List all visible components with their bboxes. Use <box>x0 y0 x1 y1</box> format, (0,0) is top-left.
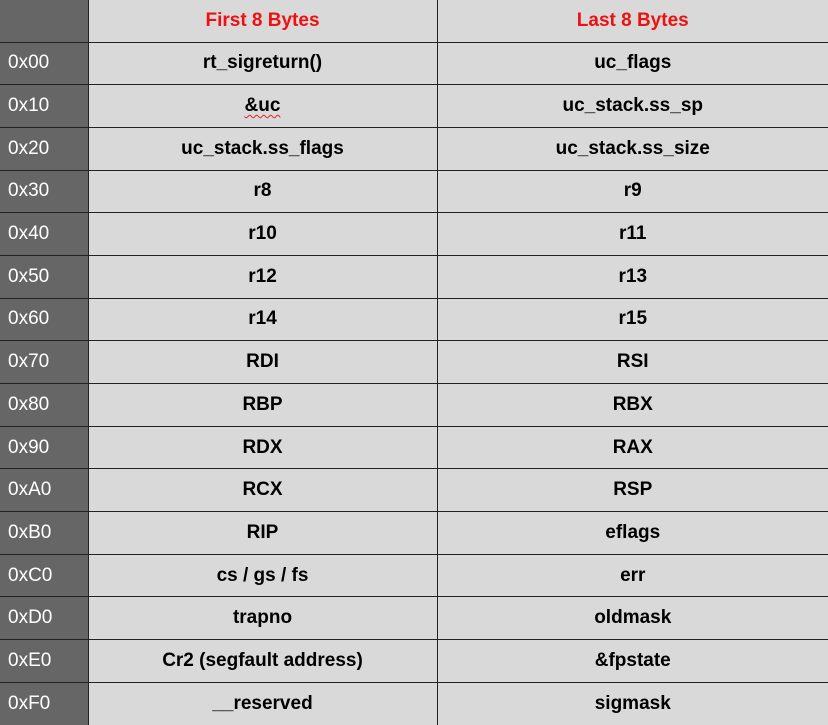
first-8-bytes-value: RIP <box>246 521 279 543</box>
last-8-bytes-cell <box>437 426 828 469</box>
table-row <box>0 597 828 640</box>
first-8-bytes-cell <box>88 597 437 640</box>
offset-cell: 0x60 <box>0 298 88 341</box>
first-8-bytes-cell <box>88 213 437 256</box>
first-8-bytes-cell <box>88 127 437 170</box>
first-8-bytes-value: RBP <box>242 393 283 415</box>
last-8-bytes-cell <box>437 341 828 384</box>
last-8-bytes-cell <box>437 640 828 683</box>
last-8-bytes-cell <box>437 85 828 128</box>
offset-cell: 0x40 <box>0 213 88 256</box>
last-8-bytes-value: uc_stack.ss_sp <box>562 95 703 117</box>
header-row <box>0 0 828 42</box>
last-8-bytes-cell <box>437 213 828 256</box>
first-8-bytes-value: Cr2 (segfault address) <box>162 649 363 671</box>
last-8-bytes-value: r13 <box>618 265 648 287</box>
first-8-bytes-value: RDX <box>242 436 283 458</box>
offset-cell: 0x50 <box>0 255 88 298</box>
first-8-bytes-cell <box>88 469 437 512</box>
offset-cell: 0xD0 <box>0 597 88 640</box>
last-8-bytes-cell <box>437 682 828 725</box>
last-8-bytes-cell <box>437 512 828 555</box>
offset-cell: 0x00 <box>0 42 88 85</box>
first-8-bytes-value: &uc <box>244 95 281 117</box>
last-8-bytes-cell <box>437 170 828 213</box>
offset-cell: 0xE0 <box>0 640 88 683</box>
first-8-bytes-value: RDI <box>246 351 279 373</box>
first-8-bytes-cell <box>88 512 437 555</box>
last-8-bytes-cell <box>437 42 828 85</box>
last-8-bytes-value: RBX <box>612 393 653 415</box>
offset-cell: 0x20 <box>0 127 88 170</box>
first-8-bytes-value: uc_stack.ss_flags <box>181 137 344 159</box>
last-8-bytes-value: sigmask <box>594 692 671 714</box>
last-8-bytes-value: oldmask <box>594 607 672 629</box>
first-8-bytes-cell <box>88 85 437 128</box>
table-row <box>0 298 828 341</box>
offset-cell: 0x70 <box>0 341 88 384</box>
table-row <box>0 554 828 597</box>
table-row <box>0 512 828 555</box>
table-row <box>0 384 828 427</box>
first-8-bytes-cell <box>88 42 437 85</box>
table-row <box>0 255 828 298</box>
offset-cell: 0x10 <box>0 85 88 128</box>
first-8-bytes-value: trapno <box>232 607 293 629</box>
first-8-bytes-cell <box>88 298 437 341</box>
table-row <box>0 640 828 683</box>
last-8-bytes-cell <box>437 298 828 341</box>
offset-cell: 0xB0 <box>0 512 88 555</box>
last-8-bytes-header: Last 8 Bytes <box>437 0 828 42</box>
last-8-bytes-value: uc_flags <box>594 52 672 74</box>
first-8-bytes-cell <box>88 426 437 469</box>
first-8-bytes-value: r8 <box>253 180 272 202</box>
last-8-bytes-value: r11 <box>619 223 647 245</box>
first-8-bytes-cell <box>88 341 437 384</box>
first-8-bytes-value: RCX <box>242 479 283 501</box>
last-8-bytes-value: r9 <box>623 180 642 202</box>
table-row <box>0 682 828 725</box>
first-8-bytes-cell <box>88 640 437 683</box>
last-8-bytes-value: uc_stack.ss_size <box>555 137 710 159</box>
last-8-bytes-cell <box>437 597 828 640</box>
offset-cell: 0xF0 <box>0 682 88 725</box>
first-8-bytes-value: __reserved <box>212 692 313 714</box>
first-8-bytes-value: rt_sigreturn() <box>202 52 323 74</box>
offset-cell: 0xA0 <box>0 469 88 512</box>
last-8-bytes-value: RSI <box>616 351 649 373</box>
offset-cell: 0xC0 <box>0 554 88 597</box>
first-8-bytes-cell <box>88 170 437 213</box>
table-body <box>0 42 828 725</box>
first-8-bytes-header: First 8 Bytes <box>88 0 437 42</box>
last-8-bytes-value: RSP <box>613 479 653 501</box>
last-8-bytes-cell <box>437 127 828 170</box>
table-row <box>0 85 828 128</box>
first-8-bytes-value: r10 <box>248 223 277 245</box>
last-8-bytes-cell <box>437 469 828 512</box>
first-8-bytes-cell <box>88 554 437 597</box>
last-8-bytes-cell <box>437 384 828 427</box>
table-row <box>0 426 828 469</box>
last-8-bytes-value: RAX <box>612 436 653 458</box>
table-row <box>0 170 828 213</box>
first-8-bytes-cell <box>88 682 437 725</box>
first-8-bytes-cell <box>88 255 437 298</box>
last-8-bytes-value: &fpstate <box>594 649 671 671</box>
table-row <box>0 127 828 170</box>
first-8-bytes-value: cs / gs / fs <box>216 564 309 586</box>
table-row <box>0 341 828 384</box>
last-8-bytes-value: r15 <box>618 308 648 330</box>
last-8-bytes-value: err <box>620 564 646 586</box>
last-8-bytes-value: eflags <box>605 521 661 543</box>
last-8-bytes-cell <box>437 554 828 597</box>
offset-cell: 0x80 <box>0 384 88 427</box>
last-8-bytes-cell <box>437 255 828 298</box>
table-row <box>0 42 828 85</box>
first-8-bytes-value: r14 <box>248 308 277 330</box>
table-row <box>0 469 828 512</box>
offset-cell: 0x90 <box>0 426 88 469</box>
table-row <box>0 213 828 256</box>
offset-cell: 0x30 <box>0 170 88 213</box>
corner-cell <box>0 0 88 42</box>
first-8-bytes-cell <box>88 384 437 427</box>
first-8-bytes-value: r12 <box>248 265 277 287</box>
